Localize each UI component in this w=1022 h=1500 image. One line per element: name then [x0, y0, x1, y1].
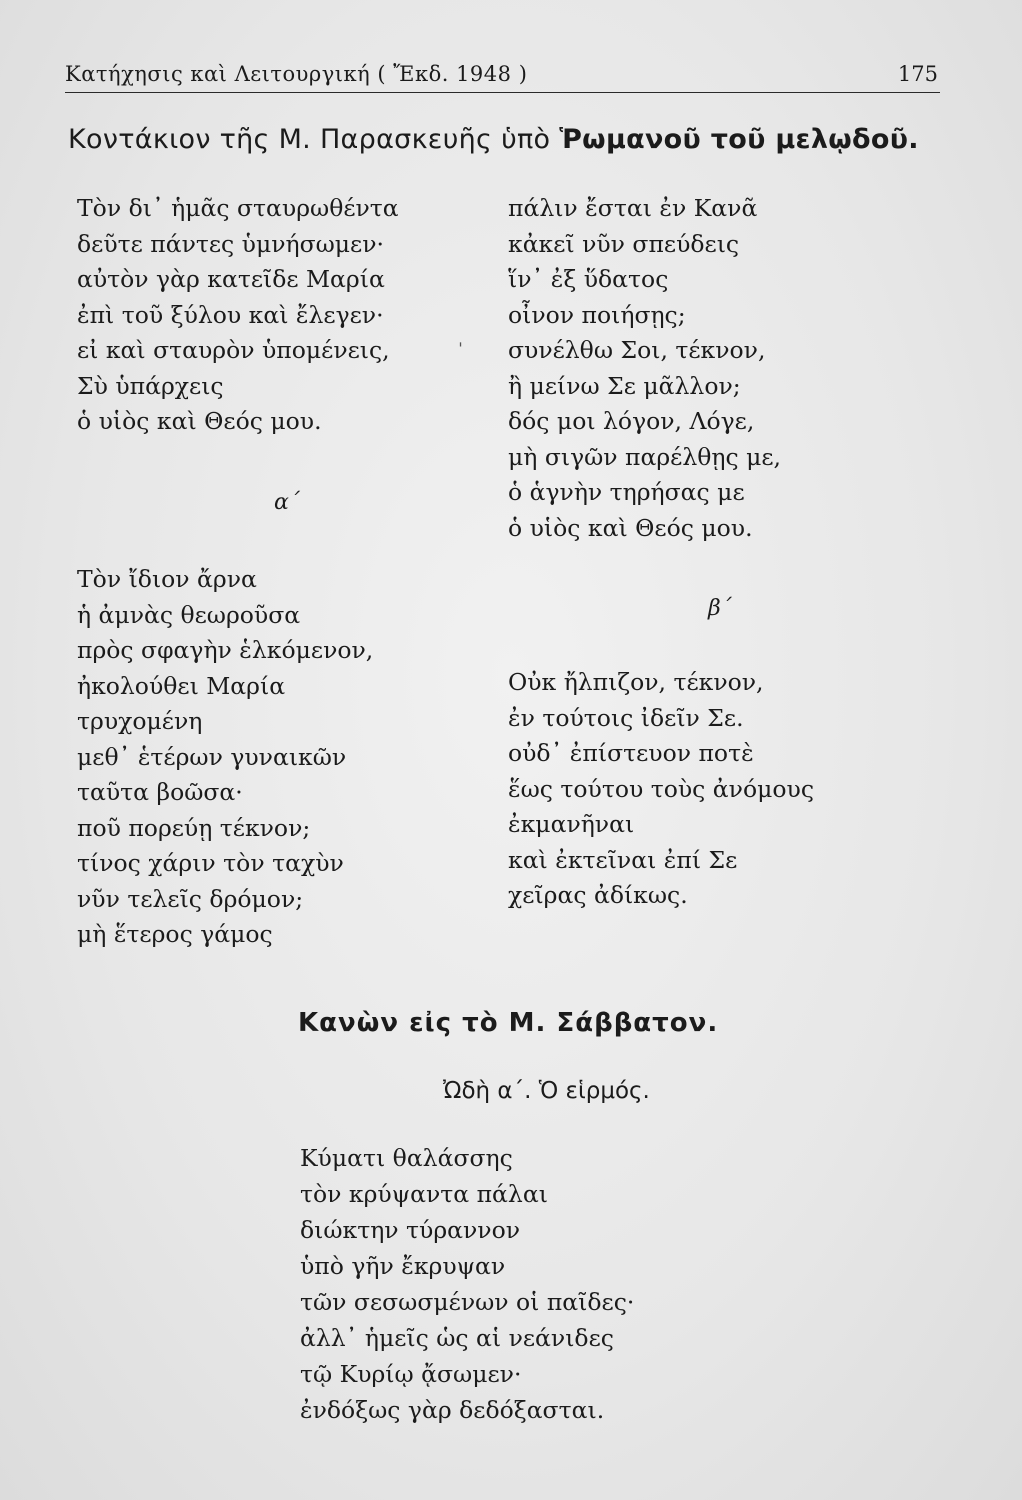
running-head-title: Κατήχησις καὶ Λειτουργική ( Ἔκδ. 1948 ) [65, 62, 528, 86]
stray-print-mark: ˈ [458, 340, 463, 361]
running-head [65, 60, 940, 93]
verse-line: πάλιν ἔσται ἐν Κανᾶ [508, 194, 758, 222]
verse-line: διώκτην τύραννον [300, 1216, 521, 1244]
verse-line: τῶν σεσωσμένων οἱ παῖδες· [300, 1288, 635, 1316]
verse-line: κἀκεῖ νῦν σπεύδεις [508, 229, 740, 258]
verse-line: Τὸν ἴδιον ἄρνα [77, 565, 257, 593]
verse-line: ποῦ πορεύῃ τέκνον; [77, 813, 311, 842]
verse-line: ταῦτα βοῶσα· [77, 778, 243, 806]
verse-line: συνέλθω Σοι, τέκνον, [508, 336, 766, 364]
verse-line: τρυχομένη [77, 707, 203, 735]
verse-line: ἐπὶ τοῦ ξύλου καὶ ἔλεγεν· [77, 300, 384, 329]
verse-line: ἢ μείνω Σε μᾶλλον; [508, 371, 741, 400]
verse-line: τὸν κρύψαντα πάλαι [300, 1180, 548, 1208]
stanza-b-verses [508, 665, 814, 914]
prooimion-verses [77, 191, 399, 440]
verse-line: ἐκμανῆναι [508, 810, 635, 838]
verse-line: Σὺ ὑπάρχεις [77, 371, 224, 400]
verse-line: πρὸς σφαγὴν ἑλκόμενον, [77, 636, 374, 664]
verse-line: εἰ καὶ σταυρὸν ὑπομένεις, [77, 336, 390, 364]
verse-line: ὑπὸ γῆν ἔκρυψαν [300, 1252, 506, 1280]
verse-line: μὴ σιγῶν παρέλθῃς με, [508, 442, 782, 471]
canon-title: Κανὼν εἰς τὸ Μ. Σάββατον. [298, 1008, 719, 1038]
verse-line: νῦν τελεῖς δρόμον; [77, 884, 304, 913]
verse-line: ἠκολούθει Μαρία [77, 671, 286, 700]
stanza-a-left-verses [77, 562, 373, 953]
heirmos-verses [300, 1140, 634, 1428]
verse-line: ἀλλ᾽ ἡμεῖς ὡς αἱ νεάνιδες [300, 1324, 614, 1352]
page-number: 175 [897, 62, 938, 86]
verse-line: δεῦτε πάντες ὑμνήσωμεν· [77, 229, 384, 258]
verse-line: Κύματι θαλάσσης [300, 1144, 513, 1172]
verse-line: ἵν᾽ ἐξ ὕδατος [508, 265, 669, 293]
verse-line: ἐν τούτοις ἰδεῖν Σε. [508, 703, 744, 732]
verse-line: καὶ ἐκτεῖναι ἐπί Σε [508, 845, 738, 874]
kontakion-title-author: Ῥωμανοῦ τοῦ μελῳδοῦ. [559, 124, 919, 155]
verse-line: αὐτὸν γὰρ κατεῖδε Μαρία [77, 265, 385, 293]
verse-line: δός μοι λόγον, Λόγε, [508, 407, 755, 435]
verse-line: μεθ᾽ ἑτέρων γυναικῶν [77, 742, 347, 771]
verse-line: τῷ Κυρίῳ ᾄσωμεν· [300, 1360, 522, 1388]
verse-line: ἐνδόξως γὰρ δεδόξασται. [300, 1396, 605, 1424]
verse-line: οἶνον ποιήσῃς; [508, 300, 686, 329]
ode-heading: Ὠδὴ α΄. Ὁ εἱρμός. [443, 1078, 650, 1104]
kontakion-title [68, 124, 919, 155]
verse-line: ἡ ἀμνὰς θεωροῦσα [77, 600, 301, 629]
verse-line: ὁ υἱὸς καὶ Θεός μου. [77, 407, 322, 435]
verse-line: τίνος χάριν τὸν ταχὺν [77, 849, 344, 877]
kontakion-title-prefix: Κοντάκιον τῆς Μ. Παρασκευῆς ὑπὸ [68, 124, 560, 155]
verse-line: χεῖρας ἀδίκως. [508, 881, 688, 909]
verse-line: ὁ υἱὸς καὶ Θεός μου. [508, 513, 753, 542]
verse-line: ἕως τούτου τοὺς ἀνόμους [508, 774, 814, 803]
verse-line: μὴ ἕτερος γάμος [77, 920, 273, 948]
verse-line: Οὐκ ἤλπιζον, τέκνον, [508, 668, 764, 696]
verse-line: Τὸν δι᾽ ἡμᾶς σταυρωθέντα [77, 194, 399, 222]
verse-line: οὐδ᾽ ἐπίστευον ποτὲ [508, 739, 754, 767]
stanza-a-label: α΄ [274, 490, 300, 515]
stanza-b-label: β΄ [708, 596, 732, 621]
stanza-a-right-verses [508, 191, 781, 546]
verse-line: ὁ ἁγνὴν τηρήσας με [508, 478, 745, 506]
